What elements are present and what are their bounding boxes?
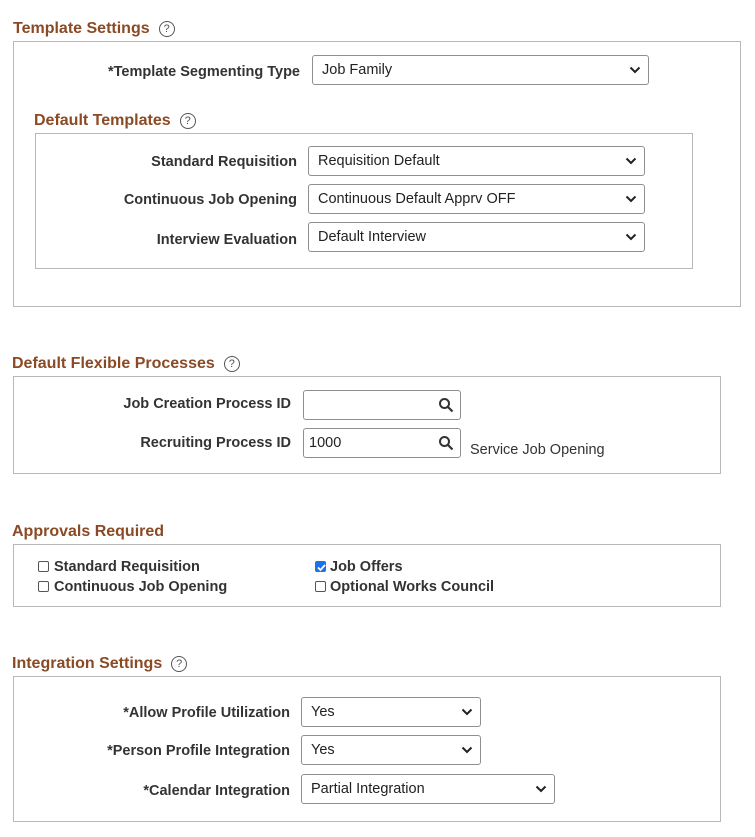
continuous-job-opening-value: Continuous Default Apprv OFF bbox=[318, 191, 516, 207]
approvals-title bbox=[12, 523, 164, 541]
calendar-integration-select[interactable] bbox=[301, 774, 555, 804]
default-templates-title bbox=[34, 112, 196, 130]
recruiting-process-label: Recruiting Process ID bbox=[140, 435, 291, 451]
optional-works-council-checkbox-label: Optional Works Council bbox=[330, 579, 495, 595]
job-creation-process-input[interactable] bbox=[303, 390, 461, 420]
segmenting-type-label: *Template Segmenting Type bbox=[107, 64, 300, 80]
help-icon[interactable]: ? bbox=[159, 21, 175, 37]
chevron-down-icon bbox=[461, 745, 473, 755]
segmenting-type-value: Job Family bbox=[322, 62, 393, 78]
person-profile-integration-value: Yes bbox=[311, 742, 335, 758]
optional-works-council-checkbox[interactable] bbox=[315, 581, 326, 592]
interview-evaluation-select[interactable] bbox=[308, 222, 645, 252]
calendar-integration-value: Partial Integration bbox=[311, 781, 425, 797]
standard-requisition-checkbox[interactable] bbox=[38, 561, 49, 572]
flexible-processes-title bbox=[12, 355, 240, 373]
chevron-down-icon bbox=[461, 707, 473, 717]
calendar-integration-label: *Calendar Integration bbox=[143, 783, 290, 799]
person-profile-integration-select[interactable] bbox=[301, 735, 481, 765]
person-profile-integration-label: *Person Profile Integration bbox=[107, 743, 290, 759]
allow-profile-utilization-select[interactable] bbox=[301, 697, 481, 727]
continuous-job-opening-checkbox-label: Continuous Job Opening bbox=[54, 579, 228, 595]
continuous-job-opening-checkbox[interactable] bbox=[38, 581, 49, 592]
segmenting-type-select[interactable] bbox=[312, 55, 649, 85]
recruiting-process-input[interactable] bbox=[303, 428, 461, 458]
interview-evaluation-label: Interview Evaluation bbox=[156, 232, 297, 248]
recruiting-process-description: Service Job Opening bbox=[470, 442, 605, 458]
standard-requisition-select[interactable] bbox=[308, 146, 645, 176]
standard-requisition-checkbox-label: Standard Requisition bbox=[54, 559, 200, 575]
default-templates-title-text: Default Templates bbox=[34, 112, 171, 129]
help-icon[interactable]: ? bbox=[180, 113, 196, 129]
recruiting-process-value: 1000 bbox=[309, 435, 342, 451]
chevron-down-icon bbox=[625, 232, 637, 242]
job-creation-process-label: Job Creation Process ID bbox=[123, 396, 291, 412]
job-offers-checkbox-label: Job Offers bbox=[330, 559, 403, 575]
standard-requisition-value: Requisition Default bbox=[318, 153, 440, 169]
continuous-job-opening-label: Continuous Job Opening bbox=[123, 192, 297, 208]
chevron-down-icon bbox=[535, 784, 547, 794]
chevron-down-icon bbox=[629, 65, 641, 75]
flexible-processes-title-text: Default Flexible Processes bbox=[12, 355, 215, 372]
allow-profile-utilization-label: *Allow Profile Utilization bbox=[123, 705, 290, 721]
continuous-job-opening-select[interactable] bbox=[308, 184, 645, 214]
chevron-down-icon bbox=[625, 156, 637, 166]
help-icon[interactable]: ? bbox=[224, 356, 240, 372]
search-icon[interactable] bbox=[438, 435, 454, 451]
template-settings-title-text: Template Settings bbox=[13, 20, 150, 37]
checkmark-icon bbox=[316, 562, 327, 573]
search-icon[interactable] bbox=[438, 397, 454, 413]
job-offers-checkbox[interactable] bbox=[315, 561, 326, 572]
allow-profile-utilization-value: Yes bbox=[311, 704, 335, 720]
standard-requisition-label: Standard Requisition bbox=[151, 154, 297, 170]
help-icon[interactable]: ? bbox=[171, 656, 187, 672]
interview-evaluation-value: Default Interview bbox=[318, 229, 426, 245]
chevron-down-icon bbox=[625, 194, 637, 204]
integration-settings-title-text: Integration Settings bbox=[12, 655, 163, 672]
integration-settings-title bbox=[12, 655, 187, 673]
template-settings-title bbox=[13, 20, 175, 38]
approvals-box bbox=[13, 544, 721, 607]
approvals-title-text: Approvals Required bbox=[12, 523, 165, 540]
